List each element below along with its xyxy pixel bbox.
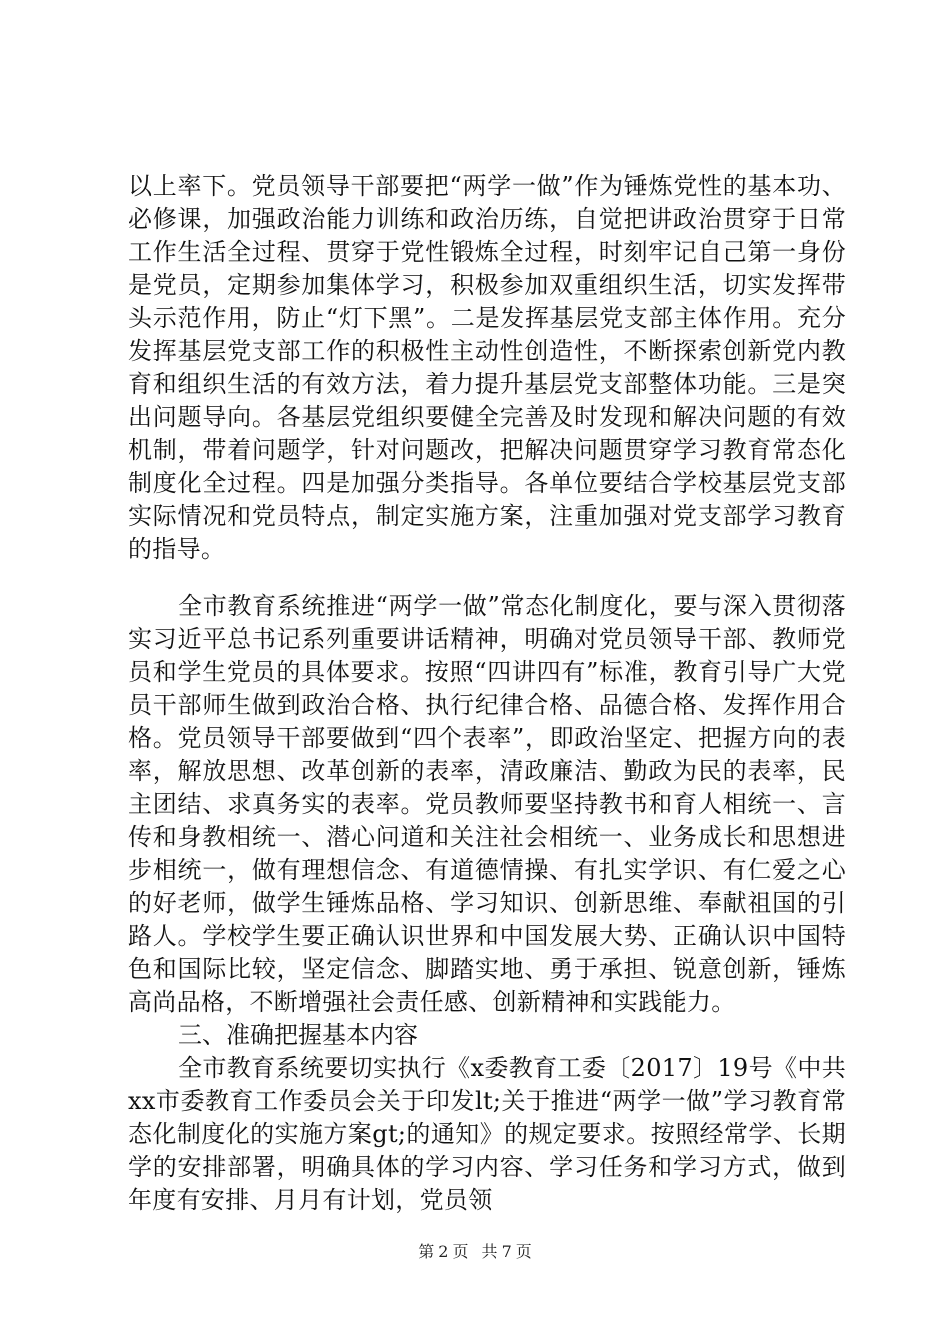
document-body [128,170,846,1217]
paragraph-basic-content: 全市教育系统要切实执行《x委教育工委〔2017〕19号《中共xx市委教育工作委员会关于印发lt;关于推进“两学一做”学习教育常态化制度化的实施方案gt;的通知》的规定要求。按照经常学、长期学的安排部署，明确具体的学习内容、学习任务和学习方式，做到年度有安排、月月有计划，党员领 [128,1054,846,1214]
paragraph-continuation: 以上率下。党员领导干部要把“两学一做”作为锤炼党性的基本功、必修课，加强政治能力训练和政治历练，自觉把讲政治贯穿于日常工作生活全过程、贯穿于党性锻炼全过程，时刻牢记自己第一身份是党员，定期参加集体学习，积极参加双重组织生活，切实发挥带头示范作用，防止“灯下黑”。二是发挥基层党支部主体作用。充分发挥基层党支部工作的积极性主动性创造性，不断探索创新党内教育和组织生活的有效方法，着力提升基层党支部整体功能。三是突出问题导向。各基层党组织要健全完善及时发现和解决问题的有效机制，带着问题学，针对问题改，把解决问题贯穿学习教育常态化制度化全过程。四是加强分类指导。各单位要结合学校基层党支部实际情况和党员特点，制定实施方案，注重加强对党支部学习教育的指导。 [128,172,846,563]
paragraph-education-system: 全市教育系统推进“两学一做”常态化制度化，要与深入贯彻落实习近平总书记系列重要讲话精神，明确对党员领导干部、教师党员和学生党员的具体要求。按照“四讲四有”标准，教育引导广大党员干部师生做到政治合格、执行纪律合格、品德合格、发挥作用合格。党员领导干部要做到“四个表率”，即政治坚定、把握方向的表率，解放思想、改革创新的表率，清政廉洁、勤政为民的表率，民主团结、求真务实的表率。党员教师要坚持教书和育人相统一、言传和身教相统一、潜心问道和关注社会相统一、业务成长和思想进步相统一，做有理想信念、有道德情操、有扎实学识、有仁爱之心的好老师，做学生锤炼品格、学习知识、创新思维、奉献祖国的引路人。学校学生要正确认识世界和中国发展大势、正确认识中国特色和国际比较，坚定信念、脚踏实地、勇于承担、锐意创新，锤炼高尚品格，不断增强社会责任感、创新精神和实践能力。 [128,592,846,1016]
page-footer [0,1242,950,1262]
section-heading: 三、准确把握基本内容 [178,1021,418,1049]
page-number-total: 共 7 页 [481,1242,532,1261]
page-number-current: 第 2 页 [418,1242,469,1261]
